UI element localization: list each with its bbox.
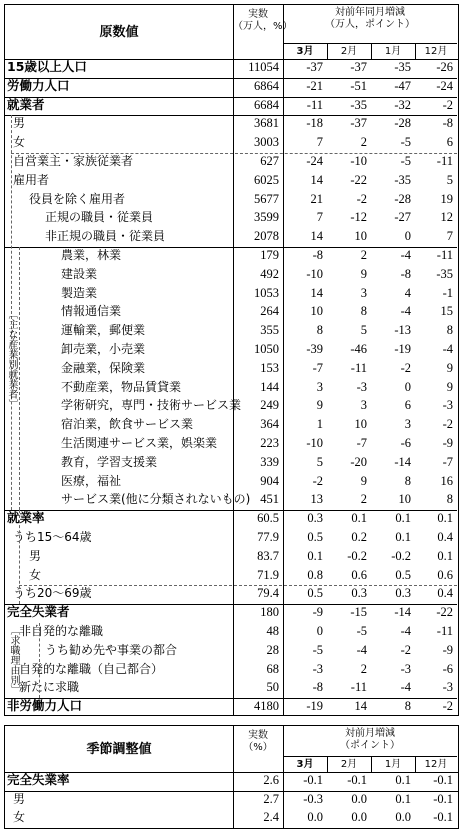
row-diff: -7	[442, 454, 453, 469]
row-diff: 0.0	[307, 810, 323, 824]
section-divider	[233, 247, 457, 248]
row-diff: 10	[354, 417, 367, 432]
row-value: 2.6	[263, 773, 279, 787]
row-label: 宿泊業，飲食サービス業	[61, 417, 194, 432]
row-diff: -28	[394, 116, 411, 131]
row-diff: 0.8	[307, 567, 323, 582]
row-diff: -47	[394, 78, 411, 93]
row-label: 女	[13, 810, 26, 824]
row-diff: 9	[360, 266, 367, 281]
section-divider	[5, 247, 233, 248]
row-diff: 0	[404, 379, 411, 394]
row-diff: 8	[404, 473, 411, 488]
row-diff: 2	[360, 135, 367, 150]
row-diff: -19	[394, 342, 411, 356]
row-diff: -11	[436, 624, 453, 638]
row-label: 完全失業者	[7, 604, 70, 620]
row-diff: -12	[350, 210, 367, 225]
subsection-divider	[11, 153, 457, 154]
table-title: 原数値	[99, 24, 139, 40]
row-diff: -0.1	[433, 773, 453, 787]
row-diff: -2	[442, 699, 453, 714]
row-value: 5677	[254, 191, 279, 206]
row-diff: -28	[394, 191, 411, 206]
row-diff: 9	[316, 398, 323, 413]
row-diff: 8	[446, 323, 453, 338]
row-diff: -2	[442, 97, 453, 112]
row-value: 180	[260, 605, 279, 620]
row-diff: 0.4	[437, 586, 453, 601]
row-value: 144	[260, 379, 279, 394]
row-diff: -8	[400, 266, 411, 281]
section-divider	[5, 698, 233, 699]
row-diff: -22	[350, 172, 367, 187]
section-divider	[5, 115, 233, 116]
row-label: 不動産業，物品賃貸業	[61, 379, 182, 394]
row-diff: -11	[436, 154, 453, 168]
divider	[371, 43, 372, 59]
row-value: 79.4	[257, 586, 279, 601]
row-diff: -2	[312, 473, 323, 488]
row-diff: -39	[306, 342, 323, 356]
row-value: 60.5	[257, 511, 279, 526]
row-diff: -18	[306, 116, 323, 131]
row-value: 3599	[254, 210, 279, 225]
row-diff: -7	[312, 360, 323, 375]
row-diff: -9	[442, 642, 453, 657]
row-value: 68	[266, 661, 279, 676]
row-label: 医療，福祉	[61, 473, 122, 488]
row-diff: -24	[436, 78, 453, 93]
row-diff: 8	[446, 492, 453, 507]
group-bracket	[19, 510, 20, 604]
row-label: 卸売業，小売業	[61, 342, 146, 356]
row-diff: 0.5	[307, 530, 323, 544]
row-label: うち15～64歳	[13, 530, 92, 544]
row-value: 179	[260, 248, 279, 262]
row-diff: -51	[350, 78, 367, 93]
row-diff: -11	[436, 248, 453, 262]
row-diff: 3	[404, 417, 411, 432]
row-diff: -5	[400, 154, 411, 168]
row-value: 2078	[254, 229, 279, 244]
row-diff: 7	[316, 135, 323, 150]
row-diff: -5	[312, 642, 323, 657]
row-diff: -14	[394, 454, 411, 469]
month-header: 3月	[296, 46, 314, 57]
row-diff: -8	[312, 248, 323, 262]
row-diff: -37	[306, 60, 323, 74]
divider	[415, 43, 416, 59]
row-diff: 0.3	[395, 586, 411, 601]
divider	[327, 756, 328, 772]
row-diff: 10	[310, 304, 323, 319]
row-diff: -20	[350, 454, 367, 469]
row-diff: 0	[404, 229, 411, 244]
row-diff: 8	[404, 699, 411, 714]
row-diff: -5	[400, 135, 411, 150]
row-label: 役員を除く雇用者	[29, 191, 126, 206]
row-label: 男	[13, 116, 26, 131]
row-label: 就業率	[7, 510, 45, 526]
row-label: 女	[13, 135, 26, 150]
row-diff: -9	[442, 436, 453, 450]
divider	[415, 756, 416, 772]
row-label: 金融業，保険業	[61, 360, 146, 375]
row-diff: -1	[442, 285, 453, 300]
row-diff: 9	[360, 473, 367, 488]
row-diff: 0	[316, 624, 323, 638]
month-header: 12月	[424, 759, 448, 770]
divider	[327, 43, 328, 59]
row-diff: -27	[394, 210, 411, 225]
row-diff: 0.5	[307, 586, 323, 601]
row-diff: 21	[310, 191, 323, 206]
section-divider	[5, 97, 233, 98]
row-diff: 5	[446, 172, 453, 187]
row-diff: -4	[400, 680, 411, 695]
month-header: 2月	[340, 46, 358, 57]
row-diff: 0.3	[351, 586, 367, 601]
row-value: 1050	[254, 342, 279, 356]
row-diff: 2	[360, 492, 367, 507]
row-diff: -3	[442, 680, 453, 695]
group-bracket	[19, 247, 20, 510]
row-diff: 0.0	[351, 791, 367, 806]
row-diff: -35	[394, 60, 411, 74]
row-value: 4180	[254, 699, 279, 714]
row-label: うち勧め先や事業の都合	[45, 642, 178, 657]
row-diff: -0.2	[347, 548, 367, 563]
row-label: 女	[29, 567, 42, 582]
row-diff: -0.1	[303, 773, 323, 787]
month-header: 1月	[384, 759, 402, 770]
row-diff: 0.6	[351, 567, 367, 582]
row-label: 完全失業率	[7, 772, 70, 787]
row-diff: 0.3	[307, 511, 323, 526]
divider	[371, 756, 372, 772]
value-header: 実数 （万人，%）	[233, 9, 293, 32]
row-diff: -4	[400, 248, 411, 262]
row-label: 運輸業，郵便業	[61, 323, 146, 338]
row-label: 自発的な離職（自己都合）	[19, 661, 164, 676]
row-value: 6864	[254, 78, 279, 93]
subsection-divider	[19, 585, 457, 586]
row-diff: -46	[350, 342, 367, 356]
row-label: うち20～69歳	[13, 586, 92, 601]
row-diff: 4	[404, 285, 411, 300]
row-diff: 0.6	[437, 567, 453, 582]
row-diff: 8	[360, 304, 367, 319]
row-label: 就業者	[7, 96, 45, 112]
row-value: 77.9	[257, 530, 279, 544]
row-diff: -3	[400, 661, 411, 676]
section-divider	[233, 115, 457, 116]
row-diff: -24	[306, 154, 323, 168]
row-label: 学術研究，専門・技術サービス業	[61, 398, 242, 413]
value-header: 実数 （%）	[243, 730, 273, 753]
row-label: 教育，学習支援業	[61, 454, 158, 469]
row-diff: 15	[440, 304, 453, 319]
row-diff: 10	[354, 229, 367, 244]
row-diff: 2	[360, 248, 367, 262]
row-diff: -9	[312, 605, 323, 620]
row-diff: -2	[356, 191, 367, 206]
divider	[5, 772, 458, 773]
row-diff: 5	[316, 454, 323, 469]
group-bracket	[39, 623, 40, 698]
month-header: 1月	[384, 46, 402, 57]
diff-header: 対前年同月増減 （万人，ポイント）	[325, 7, 415, 30]
row-diff: 14	[354, 699, 367, 714]
row-diff: -37	[350, 60, 367, 74]
row-diff: 3	[360, 285, 367, 300]
row-diff: -8	[442, 116, 453, 131]
row-label: 生活関連サービス業，娯楽業	[61, 436, 218, 450]
row-diff: 14	[310, 229, 323, 244]
row-diff: 0.1	[395, 791, 411, 806]
row-diff: -10	[306, 266, 323, 281]
row-label: 男	[29, 548, 42, 563]
row-value: 2.7	[263, 791, 279, 806]
seasonally-adjusted-table	[4, 725, 459, 829]
row-value: 451	[260, 492, 279, 507]
section-divider	[233, 510, 457, 511]
row-diff: 16	[440, 473, 453, 488]
row-value: 28	[266, 642, 279, 657]
row-value: 339	[260, 454, 279, 469]
row-diff: -5	[356, 624, 367, 638]
row-diff: -21	[306, 78, 323, 93]
row-value: 2.4	[263, 810, 279, 824]
month-header: 3月	[296, 759, 314, 770]
row-diff: -10	[306, 436, 323, 450]
row-label: サービス業(他に分類されないもの)	[61, 492, 251, 507]
row-diff: 0.1	[351, 511, 367, 526]
row-diff: -0.1	[433, 810, 453, 824]
row-diff: 1	[316, 417, 323, 432]
row-value: 1053	[254, 285, 279, 300]
row-diff: 0.1	[437, 511, 453, 526]
row-diff: -8	[312, 680, 323, 695]
row-diff: -35	[436, 266, 453, 281]
section-divider	[233, 698, 457, 699]
row-label: 自営業主・家族従業者	[13, 154, 134, 168]
row-diff: -0.3	[303, 791, 323, 806]
section-divider	[233, 97, 457, 98]
row-value: 71.9	[257, 567, 279, 582]
month-header: 12月	[424, 46, 448, 57]
table-title: 季節調整値	[86, 741, 152, 757]
section-divider	[233, 604, 457, 605]
section-divider	[5, 604, 233, 605]
section-divider	[5, 510, 233, 511]
row-value: 627	[260, 154, 279, 168]
row-diff: 3	[316, 379, 323, 394]
row-diff: -0.1	[433, 791, 453, 806]
row-diff: -2	[442, 417, 453, 432]
row-label: 15歳以上人口	[7, 59, 87, 74]
row-label: 男	[13, 791, 26, 806]
row-diff: 19	[440, 191, 453, 206]
row-diff: -4	[442, 342, 453, 356]
diff-header: 対前月増減 （ポイント）	[340, 728, 400, 751]
row-diff: -11	[350, 360, 367, 375]
row-diff: 12	[440, 210, 453, 225]
row-diff: 13	[310, 492, 323, 507]
row-value: 355	[260, 323, 279, 338]
row-value: 48	[266, 624, 279, 638]
row-diff: -13	[394, 323, 411, 338]
row-diff: -6	[400, 436, 411, 450]
row-diff: -14	[394, 605, 411, 620]
row-diff: 0.0	[395, 810, 411, 824]
row-diff: 0.1	[437, 548, 453, 563]
row-diff: -26	[436, 60, 453, 74]
row-value: 364	[260, 417, 279, 432]
row-label: 建設業	[61, 266, 98, 281]
row-diff: 0.1	[395, 530, 411, 544]
row-diff: -11	[306, 97, 323, 112]
row-value: 492	[260, 266, 279, 281]
month-header: 2月	[340, 759, 358, 770]
row-diff: -2	[400, 642, 411, 657]
row-diff: 10	[398, 492, 411, 507]
row-label: 正規の職員・従業員	[45, 210, 154, 225]
row-diff: 6	[404, 398, 411, 413]
industry-side-label: 〔主な産業別就業者〕	[6, 309, 17, 410]
row-diff: -11	[350, 680, 367, 695]
row-diff: 7	[316, 210, 323, 225]
row-label: 労働力人口	[7, 77, 70, 93]
row-label: 製造業	[61, 285, 98, 300]
row-diff: -7	[356, 436, 367, 450]
section-divider	[233, 78, 457, 79]
row-diff: -3	[312, 661, 323, 676]
original-values-table	[4, 4, 459, 716]
row-diff: -3	[442, 398, 453, 413]
row-diff: -4	[400, 624, 411, 638]
row-value: 11054	[248, 60, 279, 74]
row-diff: 6	[446, 135, 453, 150]
row-diff: 0.2	[351, 530, 367, 544]
row-value: 83.7	[257, 548, 279, 563]
row-diff: 14	[310, 172, 323, 187]
row-diff: -3	[356, 379, 367, 394]
row-label: 雇用者	[13, 172, 50, 187]
row-label: 情報通信業	[61, 304, 122, 319]
section-divider	[5, 791, 458, 792]
row-diff: 0.1	[395, 773, 411, 787]
row-diff: 0.0	[351, 810, 367, 824]
row-diff: -32	[394, 97, 411, 112]
row-diff: 0.1	[307, 548, 323, 563]
row-diff: -22	[436, 605, 453, 620]
row-label: 非自発的な離職	[19, 624, 104, 638]
row-diff: -4	[356, 642, 367, 657]
row-value: 6684	[254, 97, 279, 112]
row-label: 非労働力人口	[7, 698, 83, 714]
row-value: 249	[260, 398, 279, 413]
row-diff: -19	[306, 699, 323, 714]
row-diff: 5	[360, 323, 367, 338]
row-value: 153	[260, 360, 279, 375]
row-diff: -6	[442, 661, 453, 676]
row-diff: 14	[310, 285, 323, 300]
row-value: 50	[266, 680, 279, 695]
row-diff: -10	[350, 154, 367, 168]
divider	[283, 756, 457, 757]
row-diff: 8	[316, 323, 323, 338]
row-diff: 0.4	[437, 530, 453, 544]
row-value: 6025	[254, 172, 279, 187]
row-diff: 9	[446, 360, 453, 375]
row-diff: -0.1	[347, 773, 367, 787]
row-value: 3003	[254, 135, 279, 150]
row-diff: -4	[400, 304, 411, 319]
row-diff: 2	[360, 661, 367, 676]
row-diff: -15	[350, 605, 367, 620]
row-value: 223	[260, 436, 279, 450]
row-value: 264	[260, 304, 279, 319]
row-value: 904	[260, 473, 279, 488]
row-diff: -35	[394, 172, 411, 187]
row-diff: -2	[400, 360, 411, 375]
row-diff: 3	[360, 398, 367, 413]
divider	[283, 43, 457, 44]
row-diff: 9	[446, 379, 453, 394]
row-diff: -35	[350, 97, 367, 112]
row-diff: 0.1	[395, 511, 411, 526]
row-diff: 0.5	[395, 567, 411, 582]
row-label: 新たに求職	[19, 680, 80, 695]
row-label: 非正規の職員・従業員	[45, 229, 166, 244]
row-diff: 7	[446, 229, 453, 244]
section-divider	[5, 78, 233, 79]
row-label: 農業，林業	[61, 248, 122, 262]
row-diff: -0.2	[391, 548, 411, 563]
row-diff: -37	[350, 116, 367, 131]
row-value: 3681	[254, 116, 279, 131]
reason-side-label: 〔求職理由別〕	[8, 625, 19, 695]
